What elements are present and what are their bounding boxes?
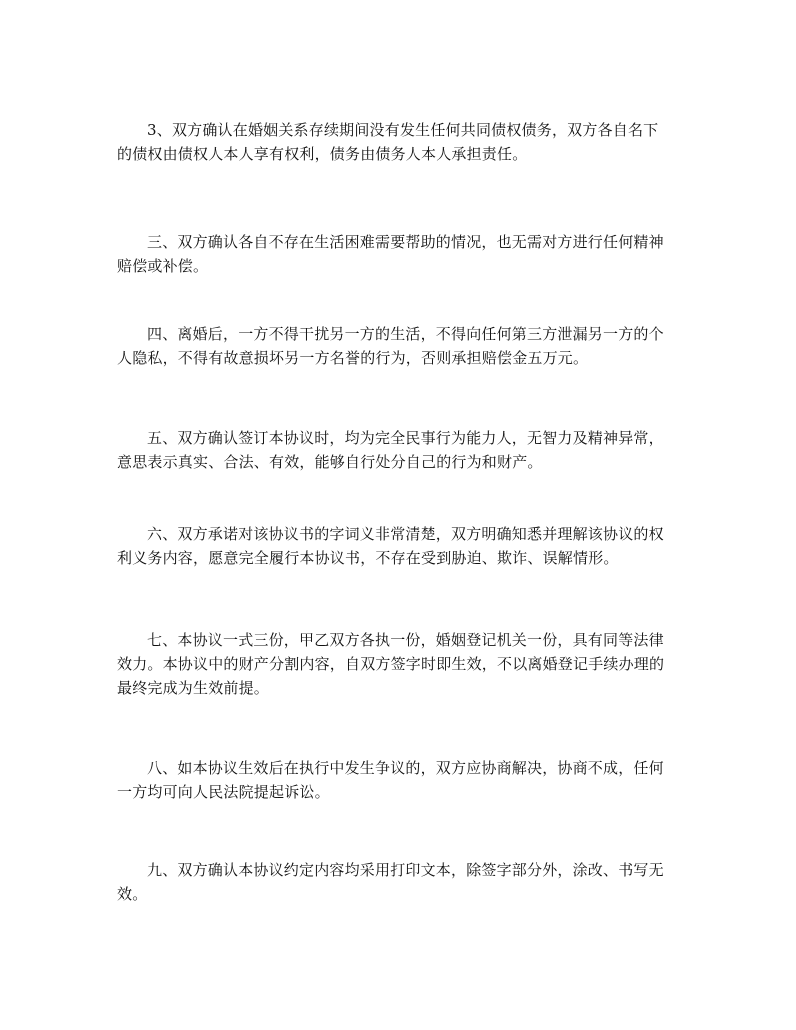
clause-line: 的债权由债权人本人享有权利，债务由债务人本人承担责任。 [117, 145, 528, 163]
clause-five-capacity [117, 426, 683, 474]
clause-line: 四、离婚后，一方不得干扰另一方的生活，不得向任何第三方泄漏另一方的个 [147, 325, 664, 343]
clause-line: 赔偿或补偿。 [117, 257, 209, 275]
clause-line: 最终完成为生效前提。 [117, 679, 270, 697]
clause-four-privacy [117, 322, 683, 370]
clause-line: 3、双方确认在婚姻关系存续期间没有发生任何共同债权债务，双方各自名下 [147, 121, 659, 139]
clause-line: 九、双方确认本协议约定内容均采用打印文本，除签字部分外，涂改、书写无 [147, 861, 664, 879]
clause-line: 六、双方承诺对该协议书的字词义非常清楚，双方明确知悉并理解该协议的权 [147, 525, 664, 543]
clause-line: 人隐私，不得有故意损坏另一方名誉的行为，否则承担赔偿金五万元。 [117, 349, 589, 367]
clause-three-no-hardship [117, 230, 683, 278]
clause-line: 一方均可向人民法院提起诉讼。 [117, 783, 330, 801]
clause-line: 利义务内容，愿意完全履行本协议书，不存在受到胁迫、欺诈、误解情形。 [117, 549, 619, 567]
clause-nine-printed-text [117, 858, 683, 906]
clause-3-debts [117, 118, 683, 166]
clause-eight-disputes [117, 756, 683, 804]
clause-line: 五、双方确认签订本协议时，均为完全民事行为能力人，无智力及精神异常， [147, 429, 664, 447]
clause-line: 七、本协议一式三份，甲乙双方各执一份，婚姻登记机关一份，具有同等法律 [147, 631, 664, 649]
clause-line: 八、如本协议生效后在执行中发生争议的，双方应协商解决，协商不成，任何 [147, 759, 664, 777]
clause-line: 三、双方确认各自不存在生活困难需要帮助的情况，也无需对方进行任何精神 [147, 233, 664, 251]
clause-line: 意思表示真实、合法、有效，能够自行处分自己的行为和财产。 [117, 453, 543, 471]
clause-line: 效。 [117, 885, 148, 903]
clause-seven-copies [117, 628, 683, 700]
clause-six-understanding [117, 522, 683, 570]
clause-line: 效力。本协议中的财产分割内容，自双方签字时即生效，不以离婚登记手续办理的 [117, 655, 665, 673]
